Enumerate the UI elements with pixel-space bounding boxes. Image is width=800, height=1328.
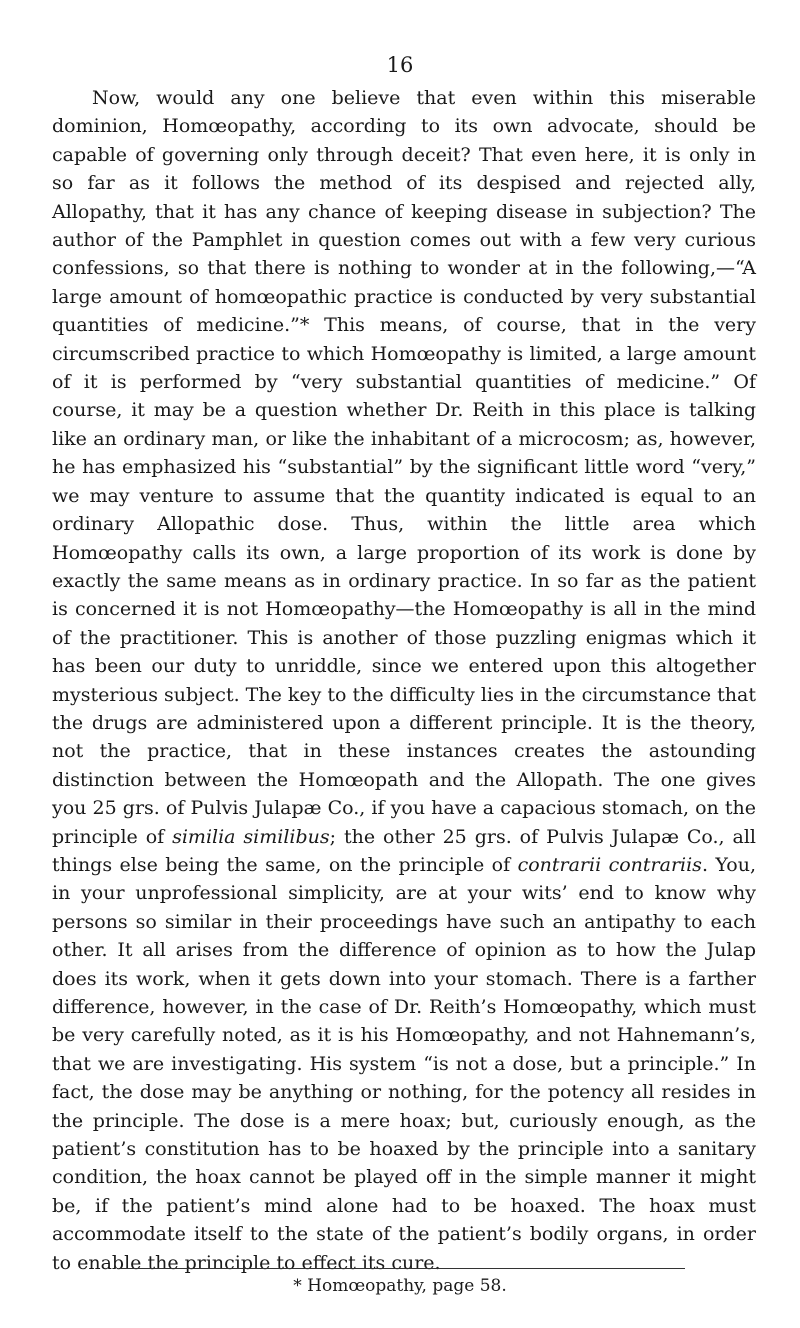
body-text-segment: Now, would any one believe that even within this miserable dominion, Homœopathy, according to its own advocate, should be capable of governing only through deceit? That even here, it is only in so far as it follows the method of its despised and rejected ally, Allopathy, that it has any chance of keeping disease in subjection? The author of the Pamphlet in question comes out with a few very curious confessions, so that there is nothing to wonder at in the following,—“A large amount of homœopathic practice is conducted by very substantial quantities of medicine.”* This means, of course, that in the very circumscribed practice to which Homœopathy is limited, a large amount of it is performed by “very substantial quantities of medicine.” Of course, it may be a question whether Dr. Reith in this place is talking like an ordinary man, or like the inhabitant of a microcosm; as, however, he has emphasized his “substantial” by the significant little word “very,” we may venture to assume that the quantity indicated is equal to an ordinary Allopathic dose. Thus, within the little area which Homœopathy calls its own, a large proportion of its work is done by exactly the same means as in ordinary practice. In so far as the patient is concerned it is not Homœopathy—the Homœopathy is all in the mind of the practitioner. This is another of those puzzling enigmas which it has been our duty to unriddle, since we entered upon this altogether mysterious subject. The key to the difficulty lies in the circumstance that the drugs are administered upon a different principle. It is the theory, not the practice, that in these instances creates the astounding distinction between the Homœopath and the Allopath. The one gives you 25 grs. of Pulvis Julapæ Co., if you have a capacious stomach, on the principle of xyxy=(52,87,756,848)
footnote: * Homœopathy, page 58. xyxy=(293,1276,507,1296)
body-text-segment: ; the other 25 grs. of Pulvis Julapæ Co., all things else being the same, on the principle of xyxy=(52,825,756,876)
body-text-segment: . You, in your unprofessional simplicity, are at your wits’ end to know why persons so similar in their proceedings have such an antipathy to each other. It all arises from the difference of opinion as to how the Julap does its work, when it gets down into your stomach. There is a farther difference, however, in the case of Dr. Reith’s Homœopathy, which must be very carefully noted, as it is his Homœopathy, and not Hahnemann’s, that we are investigating. His system “is not a dose, but a principle.” In fact, the dose may be anything or nothing, for the potency all resides in the principle. The dose is a mere hoax; but, curiously enough, as the patient’s constitution has to be hoaxed by the principle into a sanitary condition, the hoax cannot be played off in the simple manner it might be, if the patient’s mind alone had to be hoaxed. The hoax must accommodate itself to the state of the patient’s bodily organs, in order to enable the principle to effect its cure. xyxy=(52,853,756,1274)
page-number: 16 xyxy=(386,53,414,77)
body-text-segment-italic: contrarii contrariis xyxy=(517,853,702,876)
body-text-segment-italic: similia similibus xyxy=(172,825,330,848)
footnote-divider xyxy=(120,1268,685,1269)
body-paragraph xyxy=(52,84,756,1277)
